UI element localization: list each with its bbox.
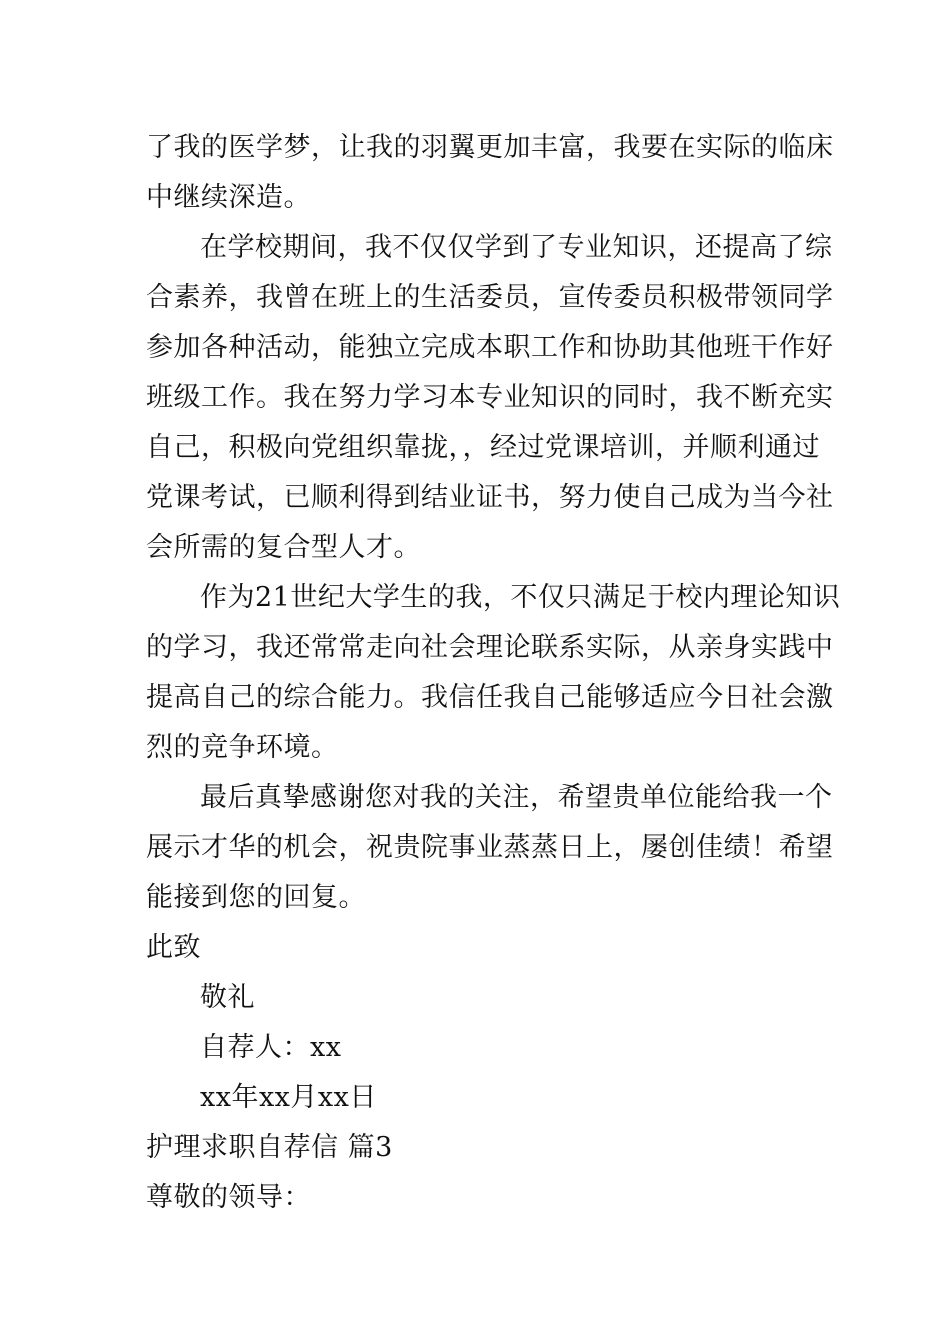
body-text-line: 展示才华的机会，祝贵院事业蒸蒸日上，屡创佳绩！希望 xyxy=(146,832,834,863)
paragraph-first-line: 最后真挚感谢您对我的关注，希望贵单位能给我一个 xyxy=(200,782,833,813)
body-text-line: 会所需的复合型人才。 xyxy=(146,532,421,563)
body-text-line: 党课考试，已顺利得到结业证书，努力使自己成为当今社 xyxy=(146,482,834,513)
body-text-line: 中继续深造。 xyxy=(146,182,311,213)
closing-phrase: 此致 xyxy=(146,932,201,963)
body-text-line: 烈的竞争环境。 xyxy=(146,732,339,763)
body-text-line: 提高自己的综合能力。我信任我自己能够适应今日社会激 xyxy=(146,682,834,713)
paragraph-first-line: 作为21世纪大学生的我，不仅只满足于校内理论知识 xyxy=(200,582,841,613)
body-text-line: 了我的医学梦，让我的羽翼更加丰富，我要在实际的临床 xyxy=(146,132,834,163)
body-text-line: 合素养，我曾在班上的生活委员，宣传委员积极带领同学 xyxy=(146,282,834,313)
signature-name: 自荐人：xx xyxy=(200,1032,342,1063)
body-text-line: 的学习，我还常常走向社会理论联系实际，从亲身实践中 xyxy=(146,632,834,663)
letter-greeting: 尊敬的领导： xyxy=(146,1182,311,1213)
body-text-line: 参加各种活动，能独立完成本职工作和协助其他班干作好 xyxy=(146,332,834,363)
body-text-line: 能接到您的回复。 xyxy=(146,882,366,913)
salutation-closing: 敬礼 xyxy=(200,982,255,1013)
paragraph-first-line: 在学校期间，我不仅仅学到了专业知识，还提高了综 xyxy=(200,232,833,263)
body-text-line: 班级工作。我在努力学习本专业知识的同时，我不断充实 xyxy=(146,382,834,413)
body-text-line: 自己，积极向党组织靠拢，，经过党课培训，并顺利通过 xyxy=(146,432,820,463)
signature-date: xx年xx月xx日 xyxy=(200,1082,377,1113)
section-heading: 护理求职自荐信 篇3 xyxy=(146,1132,393,1163)
